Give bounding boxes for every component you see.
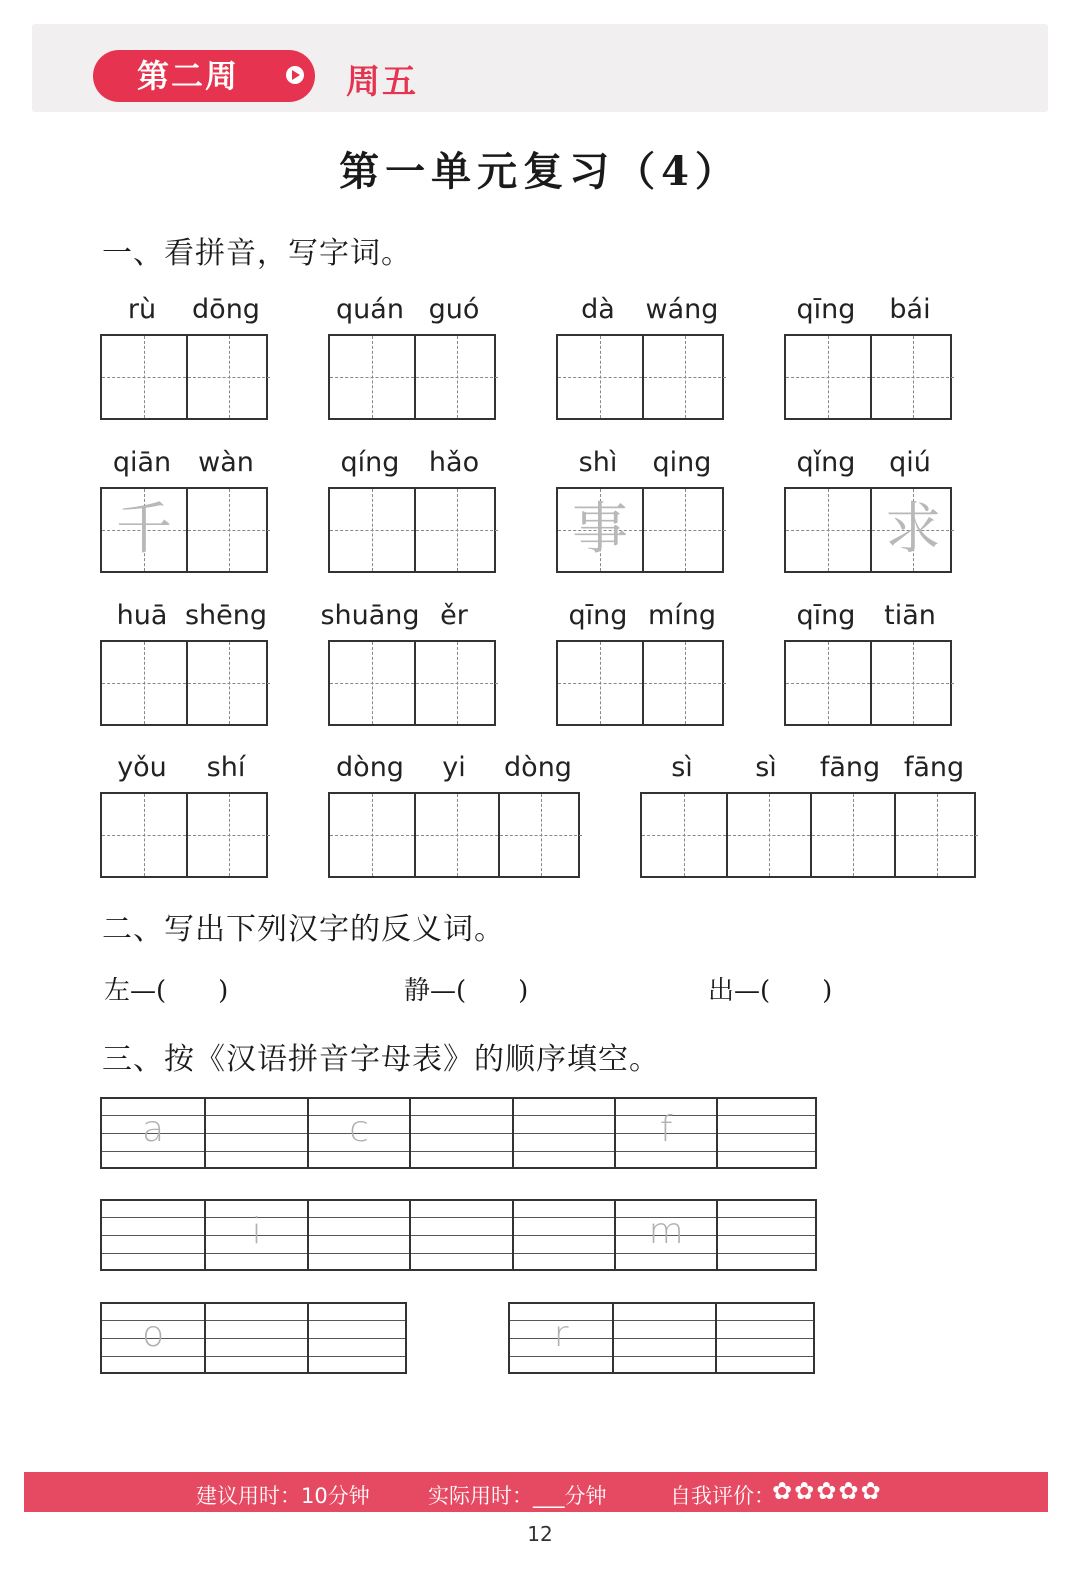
- pinyin-syllable: shuāng: [320, 600, 420, 631]
- pinyin-syllable: bái: [889, 294, 931, 325]
- four-line-grid[interactable]: [100, 1302, 407, 1374]
- letter-cell[interactable]: [102, 1304, 204, 1372]
- writing-cell[interactable]: [414, 794, 498, 876]
- pinyin-syllable: hǎo: [428, 447, 480, 478]
- footer-bar: [24, 1472, 1048, 1512]
- tianzige-box[interactable]: [556, 334, 724, 420]
- writing-cell[interactable]: [102, 489, 186, 571]
- guide-line: [144, 794, 145, 876]
- guide-line: [457, 642, 458, 724]
- writing-cell[interactable]: [186, 642, 270, 724]
- writing-cell[interactable]: [102, 642, 186, 724]
- writing-cell[interactable]: [186, 489, 270, 571]
- pinyin-syllable: shēng: [184, 600, 268, 631]
- four-line-grid[interactable]: [100, 1199, 817, 1271]
- writing-cell[interactable]: [642, 642, 726, 724]
- guide-line: [913, 642, 914, 724]
- letter-cell[interactable]: [204, 1201, 306, 1269]
- writing-cell[interactable]: [186, 794, 270, 876]
- guide-line: [828, 336, 829, 418]
- pinyin-syllable: huā: [116, 600, 168, 631]
- tianzige-box[interactable]: [784, 487, 952, 573]
- day-label: 周五: [346, 62, 418, 102]
- pinyin-syllable: wáng: [645, 294, 719, 325]
- writing-cell[interactable]: [786, 336, 870, 418]
- pinyin-syllable: qiú: [889, 447, 931, 478]
- pinyin-syllable: shí: [206, 752, 246, 783]
- writing-cell[interactable]: [102, 794, 186, 876]
- writing-cell[interactable]: [558, 642, 642, 724]
- letter-cell[interactable]: [715, 1304, 817, 1372]
- guide-line: [913, 336, 914, 418]
- letter-cell[interactable]: [102, 1099, 204, 1167]
- given-letter: r: [553, 1314, 569, 1355]
- rating-stars-icon[interactable]: ✿✿✿✿✿: [772, 1477, 883, 1505]
- given-letter: c: [349, 1109, 369, 1150]
- writing-cell[interactable]: [642, 794, 726, 876]
- given-letter: o: [142, 1314, 165, 1355]
- pinyin-syllable: fāng: [903, 752, 965, 783]
- pinyin-syllable: dòng: [504, 752, 572, 783]
- writing-cell[interactable]: [102, 336, 186, 418]
- pinyin-syllable: dà: [581, 294, 615, 325]
- tianzige-box[interactable]: [556, 487, 724, 573]
- pinyin-syllable: guó: [428, 294, 480, 325]
- given-letter: m: [648, 1211, 684, 1252]
- pinyin-syllable: qing: [652, 447, 712, 478]
- guide-line: [828, 642, 829, 724]
- letter-cell[interactable]: [612, 1304, 714, 1372]
- guide-line: [457, 489, 458, 571]
- tianzige-box[interactable]: [328, 792, 580, 878]
- tianzige-box[interactable]: [328, 640, 496, 726]
- writing-cell[interactable]: [414, 642, 498, 724]
- pinyin-syllable: yǒu: [117, 752, 167, 783]
- writing-cell[interactable]: [870, 642, 954, 724]
- writing-cell[interactable]: [558, 336, 642, 418]
- pinyin-syllable: dōng: [192, 294, 260, 325]
- antonym-item[interactable]: 左—( ): [104, 976, 229, 1006]
- writing-cell[interactable]: [894, 794, 978, 876]
- letter-cell[interactable]: [614, 1201, 716, 1269]
- tianzige-box[interactable]: [640, 792, 976, 878]
- page-number: 12: [527, 1522, 553, 1546]
- tianzige-box[interactable]: [556, 640, 724, 726]
- week-badge: [93, 50, 315, 102]
- writing-cell[interactable]: [558, 489, 642, 571]
- tianzige-box[interactable]: [100, 640, 268, 726]
- pinyin-syllable: ěr: [440, 600, 468, 631]
- tianzige-box[interactable]: [784, 640, 952, 726]
- writing-cell[interactable]: [498, 794, 582, 876]
- pinyin-syllable: yi: [442, 752, 466, 783]
- writing-cell[interactable]: [726, 794, 810, 876]
- guide-line: [229, 794, 230, 876]
- tianzige-box[interactable]: [100, 487, 268, 573]
- week-label: 第二周: [137, 57, 240, 95]
- guide-line: [229, 642, 230, 724]
- pinyin-syllable: míng: [647, 600, 717, 631]
- pinyin-syllable: dòng: [336, 752, 404, 783]
- tianzige-box[interactable]: [328, 334, 496, 420]
- tianzige-box[interactable]: [100, 334, 268, 420]
- trace-character: 求: [885, 497, 941, 562]
- guide-line: [600, 642, 601, 724]
- self-eval-label: 自我评价：: [670, 1484, 775, 1508]
- letter-cell[interactable]: [716, 1201, 818, 1269]
- letter-cell[interactable]: [307, 1201, 409, 1269]
- tianzige-box[interactable]: [100, 792, 268, 878]
- letter-cell[interactable]: [512, 1099, 614, 1167]
- writing-cell[interactable]: [330, 489, 414, 571]
- pinyin-syllable: qīng: [796, 294, 856, 325]
- pinyin-syllable: rù: [127, 294, 157, 325]
- antonym-item[interactable]: 静—( ): [404, 976, 529, 1006]
- guide-line: [144, 642, 145, 724]
- guide-line: [372, 336, 373, 418]
- tianzige-box[interactable]: [784, 334, 952, 420]
- letter-cell[interactable]: [614, 1099, 716, 1167]
- guide-line: [685, 336, 686, 418]
- guide-line: [229, 336, 230, 418]
- actual-time[interactable]: 实际用时：___分钟: [428, 1484, 607, 1508]
- pinyin-syllable: tiān: [884, 600, 936, 631]
- tianzige-box[interactable]: [328, 487, 496, 573]
- trace-character: 千: [116, 497, 172, 562]
- letter-cell[interactable]: [512, 1201, 614, 1269]
- writing-cell[interactable]: [786, 642, 870, 724]
- letter-cell[interactable]: [102, 1201, 204, 1269]
- given-letter: f: [659, 1109, 673, 1150]
- pinyin-syllable: sì: [755, 752, 777, 783]
- guide-line: [372, 489, 373, 571]
- guide-line: [372, 794, 373, 876]
- section1-heading: 一、看拼音，写字词。: [102, 236, 412, 271]
- writing-cell[interactable]: [414, 336, 498, 418]
- guide-line: [541, 794, 542, 876]
- guide-line: [229, 489, 230, 571]
- pinyin-syllable: fāng: [819, 752, 881, 783]
- play-arrow-icon: [286, 66, 304, 84]
- guide-line: [144, 336, 145, 418]
- pinyin-syllable: shì: [578, 447, 618, 478]
- guide-line: [457, 794, 458, 876]
- guide-line: [600, 336, 601, 418]
- writing-cell[interactable]: [810, 794, 894, 876]
- pinyin-syllable: quán: [336, 294, 404, 325]
- writing-cell[interactable]: [186, 336, 270, 418]
- letter-cell[interactable]: [204, 1099, 306, 1167]
- pinyin-syllable: wàn: [198, 447, 254, 478]
- guide-line: [685, 489, 686, 571]
- given-letter: i: [251, 1211, 262, 1252]
- four-line-grid[interactable]: [508, 1302, 815, 1374]
- letter-cell[interactable]: [510, 1304, 612, 1372]
- four-line-grid[interactable]: [100, 1097, 817, 1169]
- letter-cell[interactable]: [307, 1304, 409, 1372]
- guide-line: [685, 642, 686, 724]
- writing-cell[interactable]: [642, 336, 726, 418]
- page-title: 第一单元复习（4）: [339, 148, 741, 195]
- section3-heading: 三、按《汉语拼音字母表》的顺序填空。: [102, 1042, 660, 1077]
- guide-line: [853, 794, 854, 876]
- writing-cell[interactable]: [330, 642, 414, 724]
- letter-cell[interactable]: [409, 1201, 511, 1269]
- writing-cell[interactable]: [642, 489, 726, 571]
- antonym-item[interactable]: 出—( ): [708, 976, 833, 1006]
- letter-cell[interactable]: [204, 1304, 306, 1372]
- writing-cell[interactable]: [330, 336, 414, 418]
- trace-character: 事: [572, 497, 628, 562]
- letter-cell[interactable]: [409, 1099, 511, 1167]
- pinyin-syllable: qǐng: [796, 447, 856, 478]
- guide-line: [457, 336, 458, 418]
- letter-cell[interactable]: [307, 1099, 409, 1167]
- guide-line: [937, 794, 938, 876]
- section2-heading: 二、写出下列汉字的反义词。: [102, 912, 505, 947]
- guide-line: [684, 794, 685, 876]
- pinyin-syllable: sì: [671, 752, 693, 783]
- writing-cell[interactable]: [330, 794, 414, 876]
- writing-cell[interactable]: [414, 489, 498, 571]
- guide-line: [769, 794, 770, 876]
- writing-cell[interactable]: [870, 489, 954, 571]
- guide-line: [828, 489, 829, 571]
- writing-cell[interactable]: [786, 489, 870, 571]
- given-letter: a: [142, 1109, 165, 1150]
- pinyin-syllable: qīng: [796, 600, 856, 631]
- pinyin-syllable: qīng: [568, 600, 628, 631]
- pinyin-syllable: qiān: [112, 447, 172, 478]
- pinyin-syllable: qíng: [340, 447, 400, 478]
- guide-line: [372, 642, 373, 724]
- letter-cell[interactable]: [716, 1099, 818, 1167]
- writing-cell[interactable]: [870, 336, 954, 418]
- suggested-time: 建议用时：10分钟: [196, 1484, 370, 1508]
